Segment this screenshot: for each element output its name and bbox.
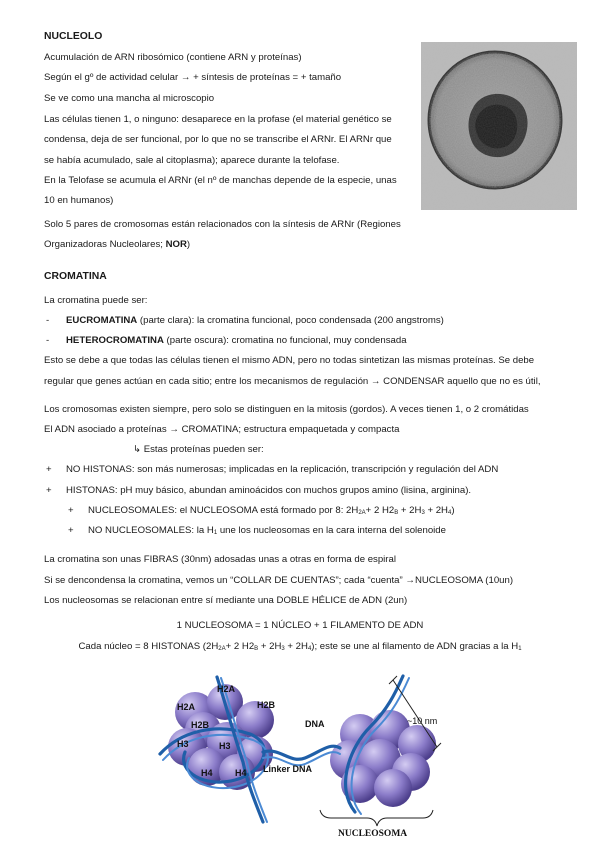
- label-h3-left: H3: [177, 739, 189, 749]
- cromatina-para-3: Los cromosomas existen siempre, pero solo se distinguen en la mitosis (gordos). A veces tienen 1, o 2 cromátidas: [44, 404, 529, 415]
- label-h3-mid: H3: [219, 741, 231, 751]
- nucleolo-line-5: condensa, deja de ser funcional, por lo que no se transcribe el ARNr. El ARNr que: [44, 134, 392, 145]
- nucleolo-line-3: Se ve como una mancha al microscopio: [44, 93, 215, 104]
- fibras-line-1: La cromatina son unas FIBRAS (30nm) adosadas unas a otras en forma de espiral: [44, 554, 396, 565]
- nucleosoma-bracket: [320, 810, 433, 826]
- nucleo-histonas-line: Cada núcleo = 8 HISTONAS (2H2A+ 2 H2B + 2H3 + 2H4); este se une al filamento de ADN gracias a la H1: [78, 641, 522, 652]
- eucromatina-item: EUCROMATINA (parte clara): la cromatina funcional, poco condensada (200 angstroms): [66, 315, 444, 326]
- list-dash: -: [46, 315, 50, 326]
- nucleolo-line-2: Según el gº de actividad celular → + síntesis de proteínas = + tamaño: [44, 72, 342, 83]
- label-h2b-right: H2B: [257, 700, 276, 710]
- cromatina-para-1: Esto se debe a que todas las células tienen el mismo ADN, pero no todas sintetizan las mismas proteínas. Se debe: [44, 355, 535, 366]
- fibras-line-2: Si se dencondensa la cromatina, vemos un “COLLAR DE CUENTAS”; cada “cuenta” →NUCLEOSOMA (10un): [44, 575, 514, 586]
- nucleolo-line-8: 10 en humanos): [44, 195, 114, 206]
- list-dash: -: [46, 335, 50, 346]
- cromatina-intro: La cromatina puede ser:: [44, 295, 148, 306]
- plus-bullet: +: [46, 485, 52, 496]
- nucleosomales-item: NUCLEOSOMALES: el NUCLEOSOMA está formado por 8: 2H2A+ 2 H2B + 2H3 + 2H4): [88, 505, 455, 516]
- cromatina-para-2: regular que genes actúan en cada sitio; entre los mecanismos de regulación → CONDENSAR aquello que no es útil,: [44, 376, 541, 387]
- nucleolo-line-10: Organizadoras Nucleolares; NOR): [44, 239, 191, 250]
- heterocromatina-item: HETEROCROMATINA (parte oscura): cromatina no funcional, muy condensada: [66, 335, 407, 346]
- plus-bullet: +: [68, 525, 74, 536]
- nucleosoma-definition: 1 NUCLEOSOMA = 1 NÚCLEO + 1 FILAMENTO DE ADN: [176, 620, 424, 631]
- nucleolo-line-7: En la Telofase se acumula el ARNr (el nº de manchas depende de la especie, unas: [44, 175, 397, 186]
- plus-bullet: +: [68, 505, 74, 516]
- nucleolo-line-4: Las células tienen 1, o ninguno: desaparece en la profase (el material genético se: [44, 114, 392, 125]
- nucleosome-diagram: [155, 672, 445, 840]
- cromatina-para-5: ↳ Estas proteínas pueden ser:: [133, 444, 264, 455]
- label-10nm: ~10 nm: [407, 716, 438, 726]
- cromatina-para-4: El ADN asociado a proteínas → CROMATINA; estructura empaquetada y compacta: [44, 424, 400, 435]
- no-nucleosomales-item: NO NUCLEOSOMALES: la H1 une los nucleosomas en la cara interna del solenoide: [88, 525, 446, 536]
- section-title-nucleolo: NUCLEOLO: [44, 31, 103, 42]
- nucleolo-line-9: Solo 5 pares de cromosomas están relacionados con la síntesis de ARNr (Regiones: [44, 219, 401, 230]
- nucleus-micrograph: [421, 42, 577, 210]
- nucleolo-line-1: Acumulación de ARN ribosómico (contiene ARN y proteínas): [44, 52, 302, 63]
- label-nucleosoma: NUCLEOSOMA: [338, 829, 408, 839]
- label-linker-dna: Linker DNA: [263, 764, 313, 774]
- label-h2a-top: H2A: [217, 684, 236, 694]
- label-h2a-left: H2A: [177, 702, 196, 712]
- no-histonas-item: NO HISTONAS: son más numerosas; implicadas en la replicación, transcripción y regulación del ADN: [66, 464, 499, 475]
- section-title-cromatina: CROMATINA: [44, 271, 107, 282]
- histonas-item: HISTONAS: pH muy básico, abundan aminoácidos con muchos grupos amino (lisina, arginina).: [66, 485, 472, 496]
- label-h4-mid: H4: [235, 768, 247, 778]
- nucleolo-line-6: se había acumulado, sale al citoplasma); aparece durante la telofase.: [44, 155, 340, 166]
- fibras-line-3: Los nucleosomas se relacionan entre sí mediante una DOBLE HÉLICE de ADN (2un): [44, 595, 408, 606]
- label-dna: DNA: [305, 719, 325, 729]
- plus-bullet: +: [46, 464, 52, 475]
- label-h4-left: H4: [201, 768, 213, 778]
- label-h2b-left: H2B: [191, 720, 210, 730]
